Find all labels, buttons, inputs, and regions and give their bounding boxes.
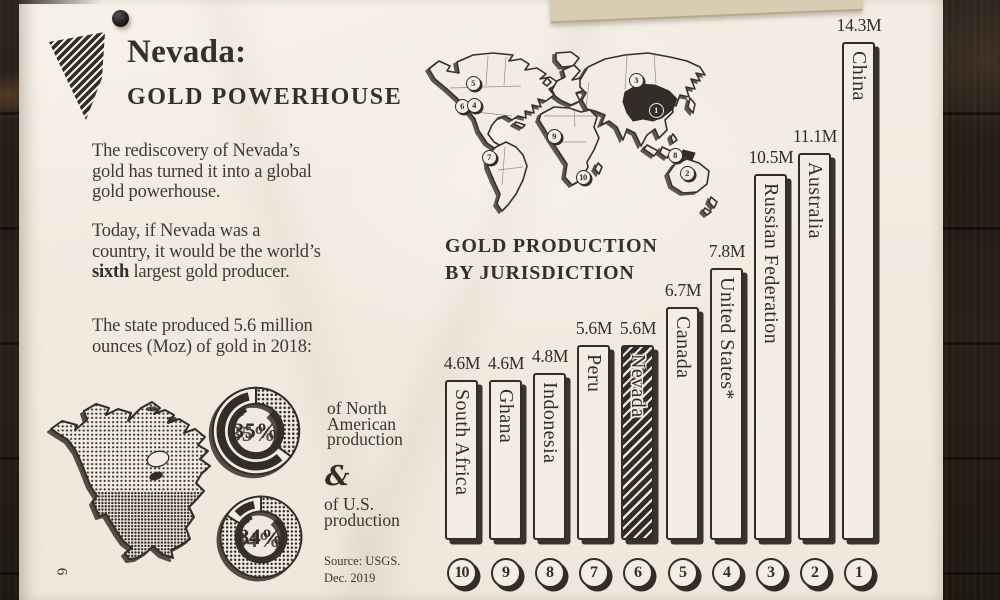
bar-value-label: 4.8M xyxy=(531,346,569,366)
bar-label: Indonesia xyxy=(539,382,561,464)
donut-value-label: 35% xyxy=(233,418,279,443)
bar-value-label: 11.1M xyxy=(792,126,838,146)
bar-south-africa xyxy=(445,380,478,540)
chart-heading-line1: GOLD PRODUCTION xyxy=(445,235,658,257)
map-marker-5: 5 xyxy=(466,76,481,91)
bar-ghana xyxy=(489,380,522,540)
rank-badge-7: 7 xyxy=(579,558,609,588)
bar-canada xyxy=(666,307,699,540)
bar-label: Australia xyxy=(804,162,826,239)
chart-heading-line2: BY JURISDICTION xyxy=(445,262,635,284)
rank-badge-4: 4 xyxy=(712,558,742,588)
rank-badge-1: 1 xyxy=(844,558,874,588)
bar-united-states- xyxy=(710,268,743,540)
map-marker-10: 10 xyxy=(576,170,591,185)
bar-label: China xyxy=(848,51,870,101)
bar-value-label: 5.6M xyxy=(575,318,613,338)
map-marker-1: 1 xyxy=(649,103,664,118)
bar-value-label: 5.6M xyxy=(619,318,657,338)
bar-value-label: 6.7M xyxy=(664,280,702,300)
map-marker-7: 7 xyxy=(482,150,497,165)
map-marker-2: 2 xyxy=(680,166,695,181)
bar-label: Canada xyxy=(672,316,694,379)
text-line: of North xyxy=(327,398,387,418)
page-number: 6 xyxy=(53,567,70,576)
rank-badge-6: 6 xyxy=(623,558,653,588)
bar-label: United States* xyxy=(716,277,738,400)
text-line: The state produced 5.6 million xyxy=(92,316,313,336)
bar-label: South Africa xyxy=(451,389,473,496)
text-line: Dec. 2019 xyxy=(324,571,376,585)
text-line: The rediscovery of Nevada’s xyxy=(92,141,300,161)
text-line: of U.S. xyxy=(324,494,375,514)
bar-nevada xyxy=(621,345,654,540)
map-marker-4: 4 xyxy=(467,98,482,113)
bar-peru xyxy=(577,345,610,540)
text-line: country, it would be the world’s xyxy=(92,241,321,262)
map-marker-6: 6 xyxy=(455,99,470,114)
text-line: ounces (Moz) of gold in 2018: xyxy=(92,336,312,357)
bar-value-label: 10.5M xyxy=(748,147,794,167)
text-line: Today, if Nevada was a xyxy=(92,221,261,241)
paper-sheet xyxy=(19,0,943,600)
rank-badge-8: 8 xyxy=(535,558,565,588)
bold-word: sixth xyxy=(92,262,130,282)
map-marker-8: 8 xyxy=(668,148,683,163)
bar-china xyxy=(842,42,875,540)
text-line: American xyxy=(327,413,396,434)
ampersand: & xyxy=(325,461,350,492)
bar-label: Peru xyxy=(583,354,605,393)
gold-production-bar-chart xyxy=(19,0,943,600)
text-line: production xyxy=(327,429,403,449)
map-marker-3: 3 xyxy=(629,73,644,88)
bar-value-label: 14.3M xyxy=(836,15,882,35)
bar-russian-federation xyxy=(754,174,787,540)
bar-label: Nevada xyxy=(627,354,649,418)
text-span: largest gold producer. xyxy=(129,262,290,282)
bar-label: Ghana xyxy=(495,389,517,444)
text-line: gold has turned it into a global xyxy=(92,161,312,182)
bar-value-label: 4.6M xyxy=(487,353,525,373)
rank-badge-5: 5 xyxy=(668,558,698,588)
bar-label: Russian Federation xyxy=(760,183,782,345)
rank-badge-9: 9 xyxy=(491,558,521,588)
page-title: Nevada: xyxy=(127,34,247,70)
map-marker-9: 9 xyxy=(547,129,562,144)
bar-value-label: 7.8M xyxy=(708,241,746,261)
donut-value-label: 84% xyxy=(238,524,284,549)
bar-indonesia xyxy=(533,373,566,540)
text-line: gold powerhouse. xyxy=(92,182,221,202)
text-line: production xyxy=(324,509,400,530)
rank-badge-10: 10 xyxy=(447,558,477,588)
bar-australia xyxy=(798,153,831,540)
text-line: Source: USGS. xyxy=(324,554,401,568)
rank-badge-3: 3 xyxy=(756,558,786,588)
page-subtitle: GOLD POWERHOUSE xyxy=(127,84,403,110)
bar-value-label: 4.6M xyxy=(443,353,481,373)
rank-badge-2: 2 xyxy=(800,558,830,588)
